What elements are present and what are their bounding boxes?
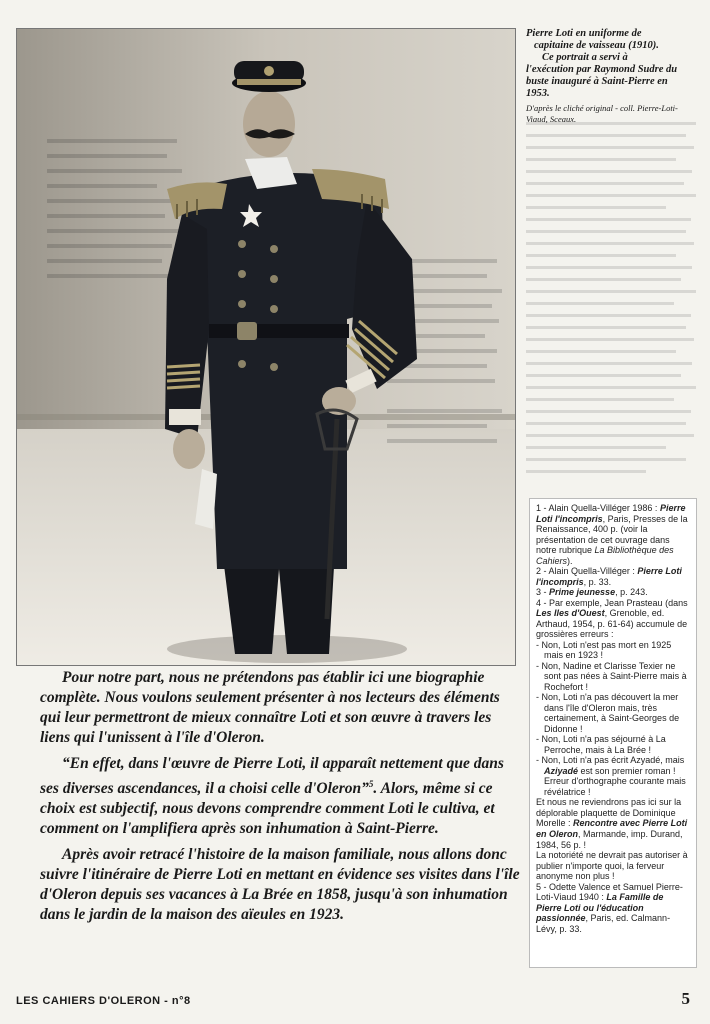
footnotes-box bbox=[529, 498, 697, 968]
article-body bbox=[40, 668, 520, 931]
photo-caption bbox=[526, 28, 698, 125]
show-through-lines bbox=[526, 122, 698, 482]
caption-line: capitaine de vaisseau (1910). bbox=[534, 40, 659, 52]
footnote-text: - Non, Loti n'a pas écrit Azyadé, mais bbox=[536, 755, 685, 766]
list-item: - Non, Nadine et Clarisse Texier ne sont pas nées à Saint-Pierre mais à Rochefort ! bbox=[536, 660, 687, 692]
paragraph-text: . Alors, même si ce choix est subjectif, nous devons comprendre comment Loti le cultiva, et comment on l'amplifiera après son inhumation à Saint-Pierre. bbox=[40, 780, 495, 838]
footnote-title: Aziyadé bbox=[544, 765, 579, 776]
show-through-texture bbox=[526, 122, 698, 482]
caption-line: 1953. bbox=[526, 88, 550, 100]
footnote-text: , Marmande, imp. Durand, 1984, 56 p. ! bbox=[536, 828, 683, 850]
portrait-illustration bbox=[17, 29, 516, 666]
footnote-ref: 5 bbox=[368, 779, 374, 789]
footnote-text: 3 - bbox=[536, 587, 547, 598]
caption-line: l'exécution par Raymond Sudre du bbox=[526, 64, 678, 76]
footnote-title: La Famille de Pierre Loti ou l'éducation passionnée bbox=[536, 892, 664, 924]
photo-credit: D'après le cliché original - coll. Pierre-Loti-Viaud, Sceaux. bbox=[526, 103, 678, 124]
paragraph-text: “En effet, dans l'œuvre de Pierre Loti, il apparaît nettement que dans ses diverses ascendances, il a choisi celle d'Oleron” bbox=[40, 755, 504, 798]
paragraph-1: Pour notre part, nous ne prétendons pas établir ici une biographie complète. Nous voulons seulement présenter à nos lecteurs des éléments qui leur permettront de mieux connaître Loti et son œuvre à travers les liens qui l'unissent à l'île d'Oleron. bbox=[40, 669, 500, 746]
list-item: - Non, Loti n'a pas séjourné à La Perroche, mais à La Brée ! bbox=[536, 734, 666, 755]
footnote-text: est son premier roman ! Erreur d'orthographe courante mais révélatrice ! bbox=[544, 765, 686, 797]
footnote-text: 2 - Alain Quella-Villéger : bbox=[536, 566, 635, 577]
caption-line: Pierre Loti en uniforme de bbox=[526, 28, 642, 39]
footnote-text: , Paris, Presses de la Renaissance, 400 p. (voir la présentation de cet ouvrage dans notre rubrique bbox=[536, 513, 688, 556]
footnote-text: ). bbox=[567, 555, 573, 566]
errors-list bbox=[536, 640, 690, 798]
list-item bbox=[536, 755, 690, 797]
footnote-text: Et nous ne reviendrons pas ici sur la déplorable plaquette de Dominique Morelle : bbox=[536, 797, 682, 829]
footnote-closing-2: La notoriété ne devrait pas autoriser à publier n'importe quoi, la ferveur anonyme non plus ! bbox=[536, 850, 688, 882]
portrait-photo bbox=[16, 28, 516, 666]
footnote-text: , Grenoble, ed. Arthaud, 1954, p. 61-64) accumule de grossières erreurs : bbox=[536, 608, 688, 640]
footnote-text: 5 - Odette Valence et Samuel Pierre-Loti-Viaud 1940 : bbox=[536, 881, 683, 903]
journal-title: LES CAHIERS D'OLERON - n°8 bbox=[16, 995, 191, 1007]
footnote-2 bbox=[536, 566, 690, 587]
footnote-title: Pierre Loti l'incompris bbox=[536, 503, 686, 524]
list-item: - Non, Loti n'a pas découvert la mer dans l'île d'Oleron mais, très certainement, à Saint-Georges de Didonne ! bbox=[536, 692, 680, 734]
caption-line: Ce portrait a servi à bbox=[542, 52, 628, 64]
footnote-1 bbox=[536, 503, 690, 566]
page-number: 5 bbox=[681, 989, 690, 1008]
footnote-text: 1 - Alain Quella-Villéger 1986 : bbox=[536, 503, 658, 513]
footnote-title: La Bibliothèque des Cahiers bbox=[536, 545, 674, 566]
footnote-4 bbox=[536, 598, 690, 640]
footnote-3 bbox=[536, 587, 690, 598]
footnote-title: Les Iles d'Ouest bbox=[536, 608, 605, 619]
footnote-text: 4 - Par exemple, Jean Prasteau (dans bbox=[536, 597, 688, 608]
paragraph-3: Après avoir retracé l'histoire de la maison familiale, nous allons donc suivre l'itinéraire de Pierre Loti en mettant en évidence ses visites dans l'île d'Oleron depuis ses vacances à La Brée en 1858, jusqu'à son inhumation dans le jardin de la maison des aïeules en 1923. bbox=[40, 846, 520, 924]
footnote-text: , Paris, ed. Calmann-Lévy, p. 33. bbox=[536, 913, 671, 934]
caption-line: buste inauguré à Saint-Pierre en bbox=[526, 76, 668, 88]
footnote-title: Pierre Loti l'incompris bbox=[536, 566, 682, 587]
footnote-text: , p. 33. bbox=[583, 576, 612, 587]
list-item: - Non, Loti n'est pas mort en 1925 mais en 1923 ! bbox=[536, 639, 672, 661]
footnote-5 bbox=[536, 882, 690, 935]
paragraph-2 bbox=[40, 754, 520, 839]
footnote-closing bbox=[536, 797, 690, 850]
footnote-text: , p. 243. bbox=[615, 587, 648, 598]
footnote-title: Rencontre avec Pierre Loti en Oleron bbox=[536, 818, 688, 839]
footnote-title: Prime jeunesse bbox=[549, 587, 616, 598]
